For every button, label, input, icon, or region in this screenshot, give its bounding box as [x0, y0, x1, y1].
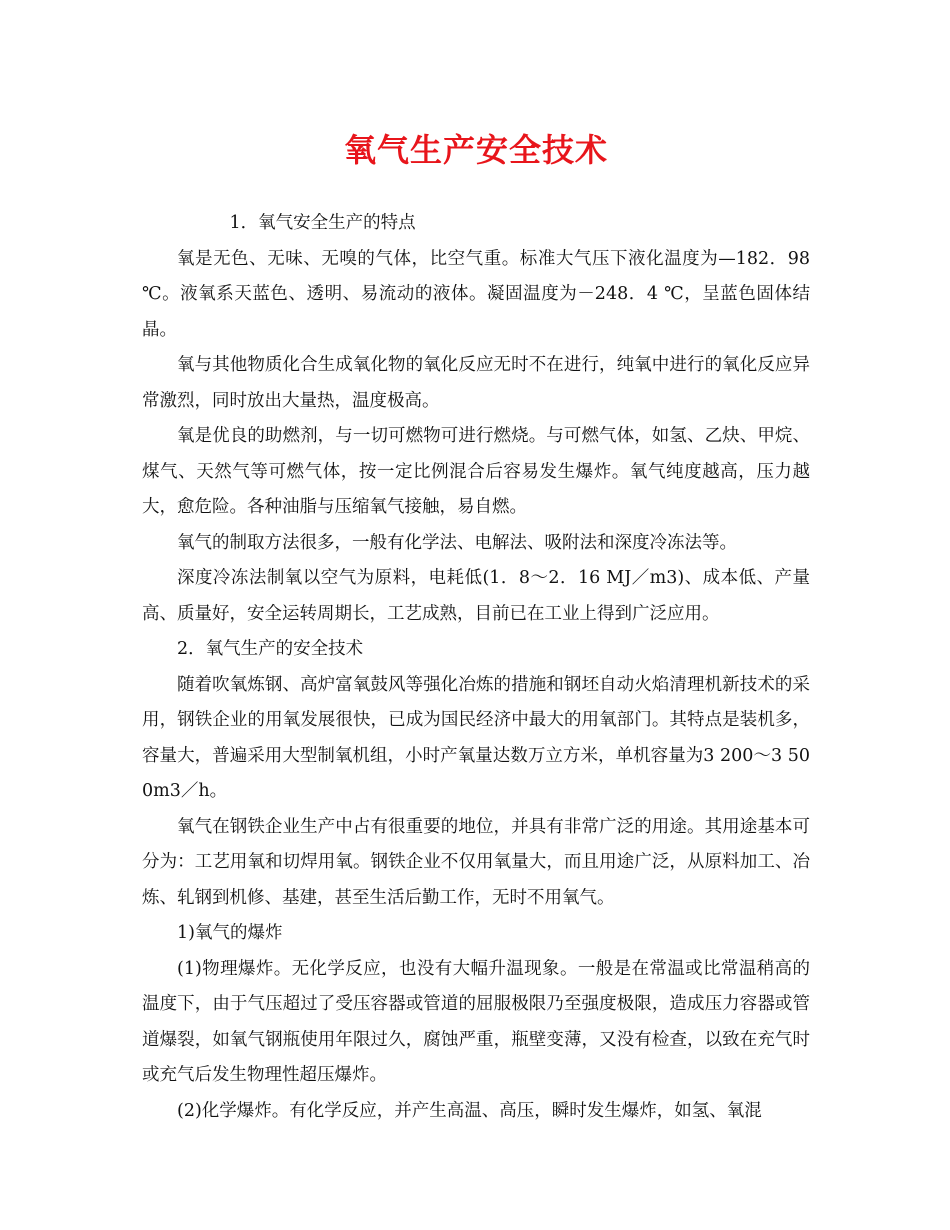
paragraph: 氧与其他物质化合生成氧化物的氧化反应无时不在进行，纯氧中进行的氧化反应异常激烈，同时放出大量热，温度极高。 [142, 355, 810, 411]
paragraph: (2)化学爆炸。有化学反应，并产生高温、高压，瞬时发生爆炸，如氢、氧混 [177, 1100, 762, 1121]
document-body [142, 206, 810, 1129]
section-heading-1: 1．氧气安全生产的特点 [229, 213, 416, 233]
paragraph: 氧是优良的助燃剂，与一切可燃物可进行燃烧。与可燃气体，如氢、乙炔、甲烷、煤气、天然气等可燃气体，按一定比例混合后容易发生爆炸。氧气纯度越高，压力越大，愈危险。各种油脂与压缩氧气接触，易自燃。 [142, 426, 810, 517]
paragraph: 随着吹氧炼钢、高炉富氧鼓风等强化冶炼的措施和钢坯自动火焰清理机新技术的采用，钢铁企业的用氧发展很快，已成为国民经济中最大的用氧部门。其特点是装机多，容量大，普遍采用大型制氧机组，小时产氧量达数万立方米，单机容量为3 200～3 500m3／h。 [142, 674, 810, 801]
paragraph: (1)物理爆炸。无化学反应，也没有大幅升温现象。一般是在常温或比常温稍高的温度下，由于气压超过了受压容器或管道的屈服极限乃至强度极限，造成压力容器或管道爆裂，如氧气钢瓶使用年限过久，腐蚀严重，瓶壁变薄，又没有检查，以致在充气时或充气后发生物理性超压爆炸。 [142, 958, 810, 1085]
subsection-heading: 1)氧气的爆炸 [177, 923, 283, 943]
paragraph: 氧是无色、无味、无嗅的气体，比空气重。标准大气压下液化温度为—182．98 ℃。液氧系天蓝色、透明、易流动的液体。凝固温度为－248．4 ℃，呈蓝色固体结晶。 [142, 248, 810, 340]
paragraph: 氧气的制取方法很多，一般有化学法、电解法、吸附法和深度冷冻法等。 [177, 532, 737, 553]
paragraph: 氧气在钢铁企业生产中占有很重要的地位，并具有非常广泛的用途。其用途基本可分为：工艺用氧和切焊用氧。钢铁企业不仅用氧量大，而且用途广泛，从原料加工、冶炼、轧钢到机修、基建，甚至生活后勤工作，无时不用氧气。 [142, 816, 810, 908]
paragraph: 深度冷冻法制氧以空气为原料，电耗低(1．8～2．16 MJ／m3)、成本低、产量高、质量好，安全运转周期长，工艺成熟，目前已在工业上得到广泛应用。 [142, 568, 810, 624]
section-heading-2: 2．氧气生产的安全技术 [177, 639, 364, 659]
document-title: 氧气生产安全技术 [343, 131, 608, 169]
